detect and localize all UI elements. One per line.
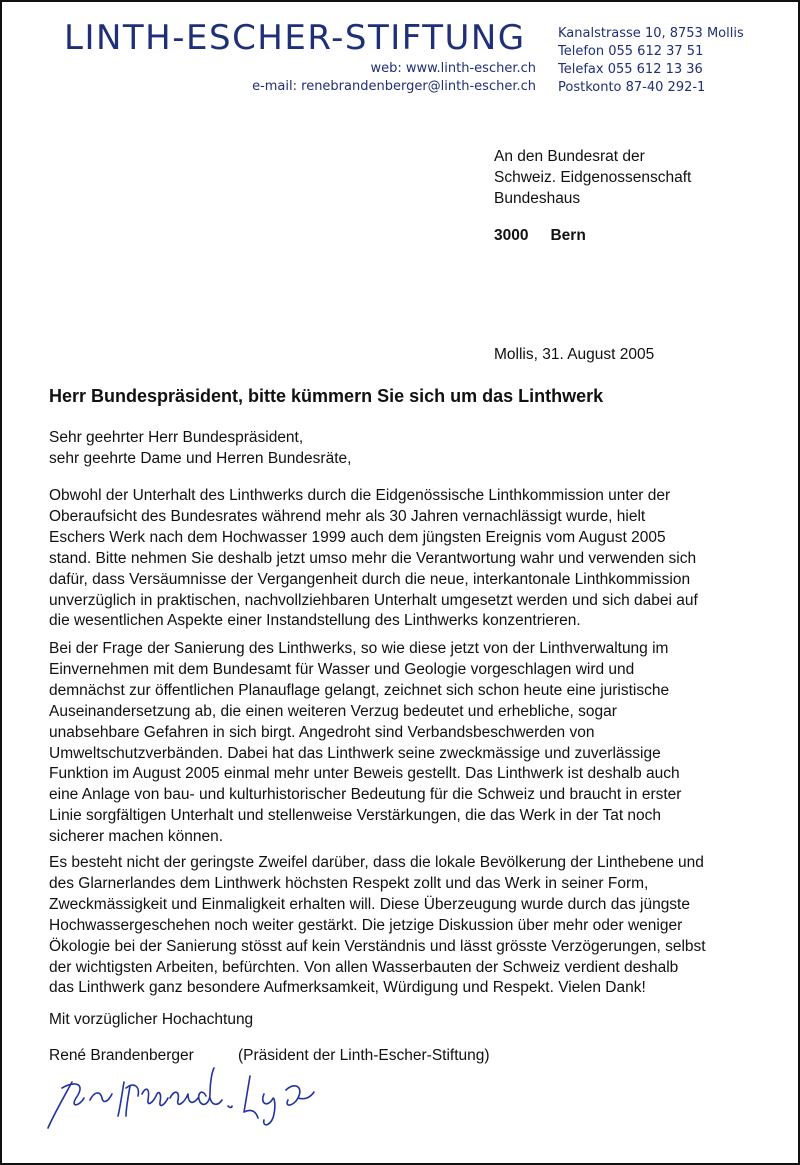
signer-role: (Präsident der Linth-Escher-Stiftung)	[238, 1047, 490, 1064]
recipient-line: An den Bundesrat der	[494, 148, 645, 165]
recipient-postcode: 3000	[494, 227, 529, 244]
body-line: Ökologie bei der Sanierung stösst auf kein Verständnis und lässt grösste Verzögerungen, selbst	[49, 937, 706, 955]
body-line: das Linthwerk ganz besondere Aufmerksamkeit, Würdigung und Respekt. Vielen Dank!	[49, 979, 646, 997]
contact-fax: Telefax 055 612 13 36	[558, 62, 703, 77]
body-line: die wesentlichen Aspekte einer Instandstellung des Linthwerks konzentrieren.	[49, 612, 581, 630]
body-line: Einvernehmen mit dem Bundesamt für Wasser und Geologie vorgeschlagen wird und	[49, 660, 635, 678]
body-line: unverzüglich in praktischen, nachvollziehbaren Unterhalt umgesetzt werden und sich dabei auf	[49, 591, 698, 609]
paragraph-3	[49, 853, 706, 999]
recipient-city: Bern	[550, 227, 586, 244]
body-line: sicherer machen können.	[49, 828, 224, 846]
body-line: Funktion im August 2005 einmal mehr unter Beweis gestellt. Das Linthwerk ist deshalb auch	[49, 765, 680, 783]
body-line: Bei der Frage der Sanierung des Linthwerks, so wie diese jetzt von der Linthverwaltung im	[49, 640, 669, 657]
body-line: Zweckmässigkeit und Einmaligkeit erhalten will. Diese Überzeugung wurde durch das jüngste	[49, 895, 690, 913]
letterhead-email: e-mail: renebrandenberger@linth-escher.ch	[252, 79, 536, 94]
contact-phone: Telefon 055 612 37 51	[558, 44, 704, 59]
body-line: Es besteht nicht der geringste Zweifel darüber, dass die lokale Bevölkerung der Linthebene und	[49, 854, 704, 871]
body-line: Linie sorgfältigen Unterhalt und stellenweise Verstärkungen, die das Werk in der Tat noch	[49, 807, 662, 825]
recipient-line: Bundeshaus	[494, 189, 581, 207]
body-line: Umweltschutzverbänden. Dabei hat das Linthwerk seine zweckmässige und zuverlässige	[49, 744, 661, 762]
contact-postal-account: Postkonto 87-40 292-1	[558, 80, 706, 95]
body-line: Hochwassergeschehen noch weiter gestärkt. Die jetzige Diskussion über mehr oder weniger	[49, 916, 683, 934]
letterhead-web: web: www.linth-escher.ch	[370, 61, 536, 76]
letter-subject: Herr Bundespräsident, bitte kümmern Sie sich um das Linthwerk	[49, 386, 604, 406]
body-line: Auseinandersetzung ab, die einen weiteren Verzug bedeutet und erhebliche, sogar	[49, 702, 617, 720]
body-line: demnächst zur öffentlichen Planauflage gelangt, zeichnet sich schon heute eine juristische	[49, 681, 670, 699]
recipient-city-line	[494, 227, 586, 245]
signer-name: René Brandenberger	[49, 1047, 194, 1064]
body-line: der wichtigsten Arbeiten, befürchten. Von allen Wasserbauten der Schweiz verdient deshalb	[49, 958, 679, 976]
recipient-address	[494, 147, 691, 209]
body-line: Obwohl der Unterhalt des Linthwerks durch die Eidgenössische Linthkommission unter der	[49, 487, 671, 504]
body-line: des Glarnerlandes dem Linthwerk höchsten Respekt zollt und das Werk in seiner Form,	[49, 874, 649, 892]
body-line: eine Anlage von bau- und kulturhistorischer Bedeutung für die Schweiz und braucht in erster	[49, 786, 682, 804]
paragraph-1	[49, 486, 698, 632]
body-line: Oberaufsicht des Bundesrates während mehr als 30 Jahren vernachlässigt wurde, hielt	[49, 507, 646, 525]
letter-date: Mollis, 31. August 2005	[494, 346, 655, 363]
contact-address: Kanalstrasse 10, 8753 Mollis	[558, 26, 744, 41]
salutation-line: Sehr geehrter Herr Bundespräsident,	[49, 429, 304, 446]
paragraph-2	[49, 639, 681, 848]
closing: Mit vorzüglicher Hochachtung	[49, 1011, 254, 1028]
salutation	[49, 428, 351, 470]
organization-name: LINTH-ESCHER-STIFTUNG	[64, 18, 526, 58]
body-line: Eschers Werk nach dem Hochwasser 1999 auch dem jüngsten Ereignis vom August 2005	[49, 528, 666, 546]
body-line: unabsehbare Gefahren in sich birgt. Angedroht sind Verbandsbeschwerden von	[49, 723, 595, 741]
body-line: dafür, dass Versäumnisse der Vergangenheit durch die neue, interkantonale Linthkommission	[49, 570, 691, 588]
salutation-line: sehr geehrte Dame und Herren Bundesräte,	[49, 449, 352, 467]
body-line: stand. Bitte nehmen Sie deshalb jetzt umso mehr die Verantwortung wahr und verwenden sich	[49, 549, 697, 567]
recipient-line: Schweiz. Eidgenossenschaft	[494, 168, 692, 186]
letterhead-contact	[558, 25, 744, 97]
